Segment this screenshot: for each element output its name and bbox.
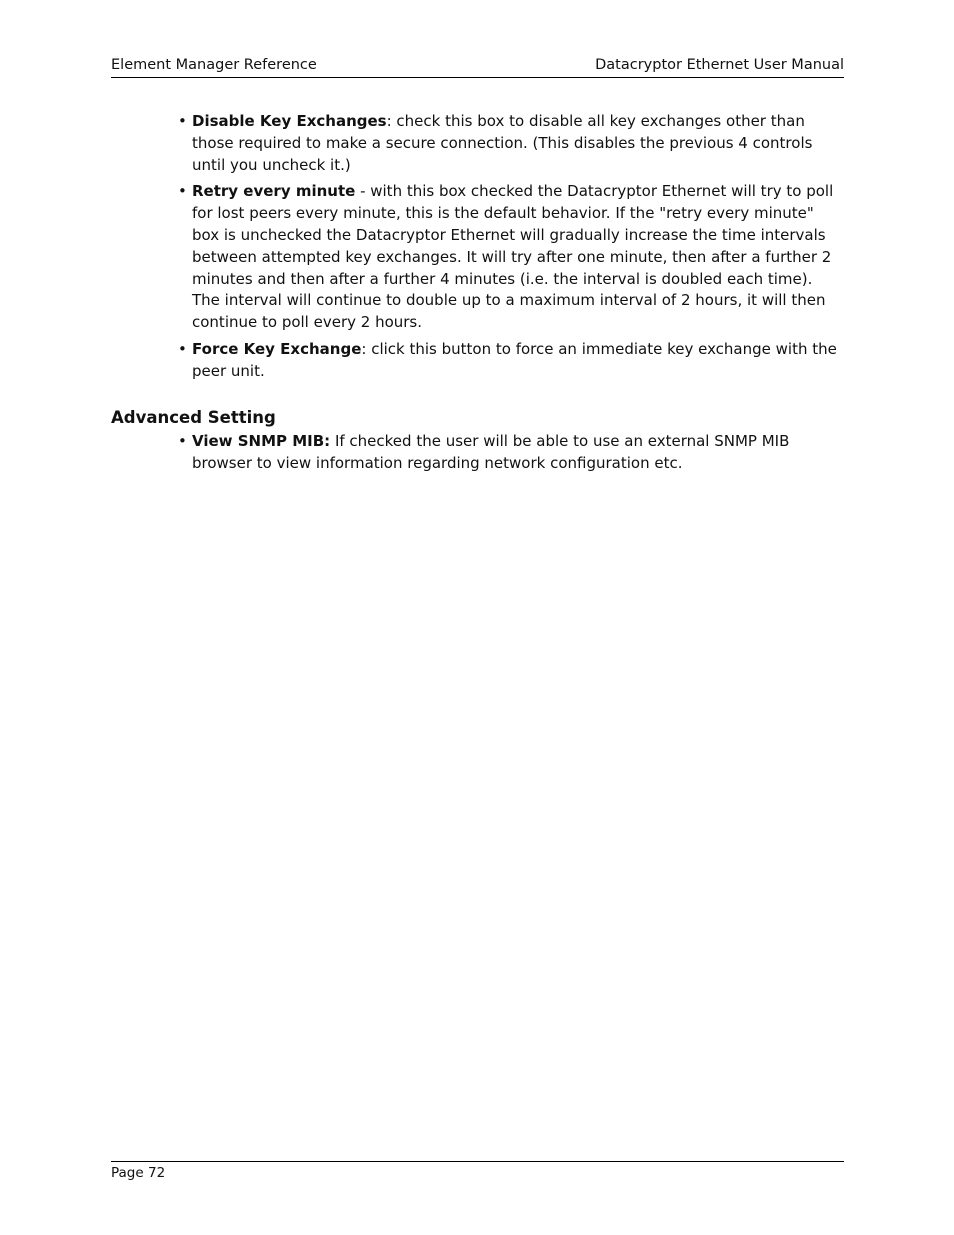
option-description: - with this box checked the Datacryptor Ethernet will try to poll for lost peers every minute, this is the default behavior. If the "retry every minute" box is unchecked the Datacryptor Ethernet will gradually increase the time intervals between attempted key exchanges. It will try after one minute, then after a further 2 minutes and then after a further 4 minutes (i.e. the interval is doubled each time). The interval will continue to double up to a maximum interval of 2 hours, it will then continue to poll every 2 hours.: [192, 182, 834, 332]
option-list: [178, 111, 844, 388]
list-item-retry-every-minute: [178, 181, 844, 334]
option-description: If checked the user will be able to use an external SNMP MIB browser to view information regarding network configuration etc.: [192, 432, 790, 472]
bullet-icon: •: [178, 432, 187, 450]
option-description: : click this button to force an immediate key exchange with the peer unit.: [192, 339, 837, 380]
header-section-title: Element Manager Reference: [111, 57, 317, 73]
page-footer: [111, 1161, 844, 1181]
page-header: [111, 57, 844, 78]
list-item-disable-key-exchanges: [178, 111, 844, 176]
option-term: Retry every minute: [192, 182, 356, 201]
list-item-view-snmp-mib: [178, 431, 844, 475]
section-heading-advanced-setting: Advanced Setting: [111, 408, 276, 427]
option-description: : check this box to disable all key exchanges other than those required to make a secure connection. (This disables the previous 4 controls until you uncheck it.): [192, 112, 813, 174]
bullet-icon: •: [178, 182, 187, 201]
option-term: View SNMP MIB:: [192, 432, 331, 450]
option-term: Disable Key Exchanges: [192, 112, 387, 130]
option-term: Force Key Exchange: [192, 339, 362, 358]
page-number: Page 72: [111, 1165, 166, 1181]
bullet-icon: •: [178, 339, 187, 358]
list-item-force-key-exchange: [178, 339, 844, 383]
header-document-title: Datacryptor Ethernet User Manual: [595, 57, 844, 73]
advanced-option-list: [178, 431, 844, 480]
bullet-icon: •: [178, 112, 187, 130]
